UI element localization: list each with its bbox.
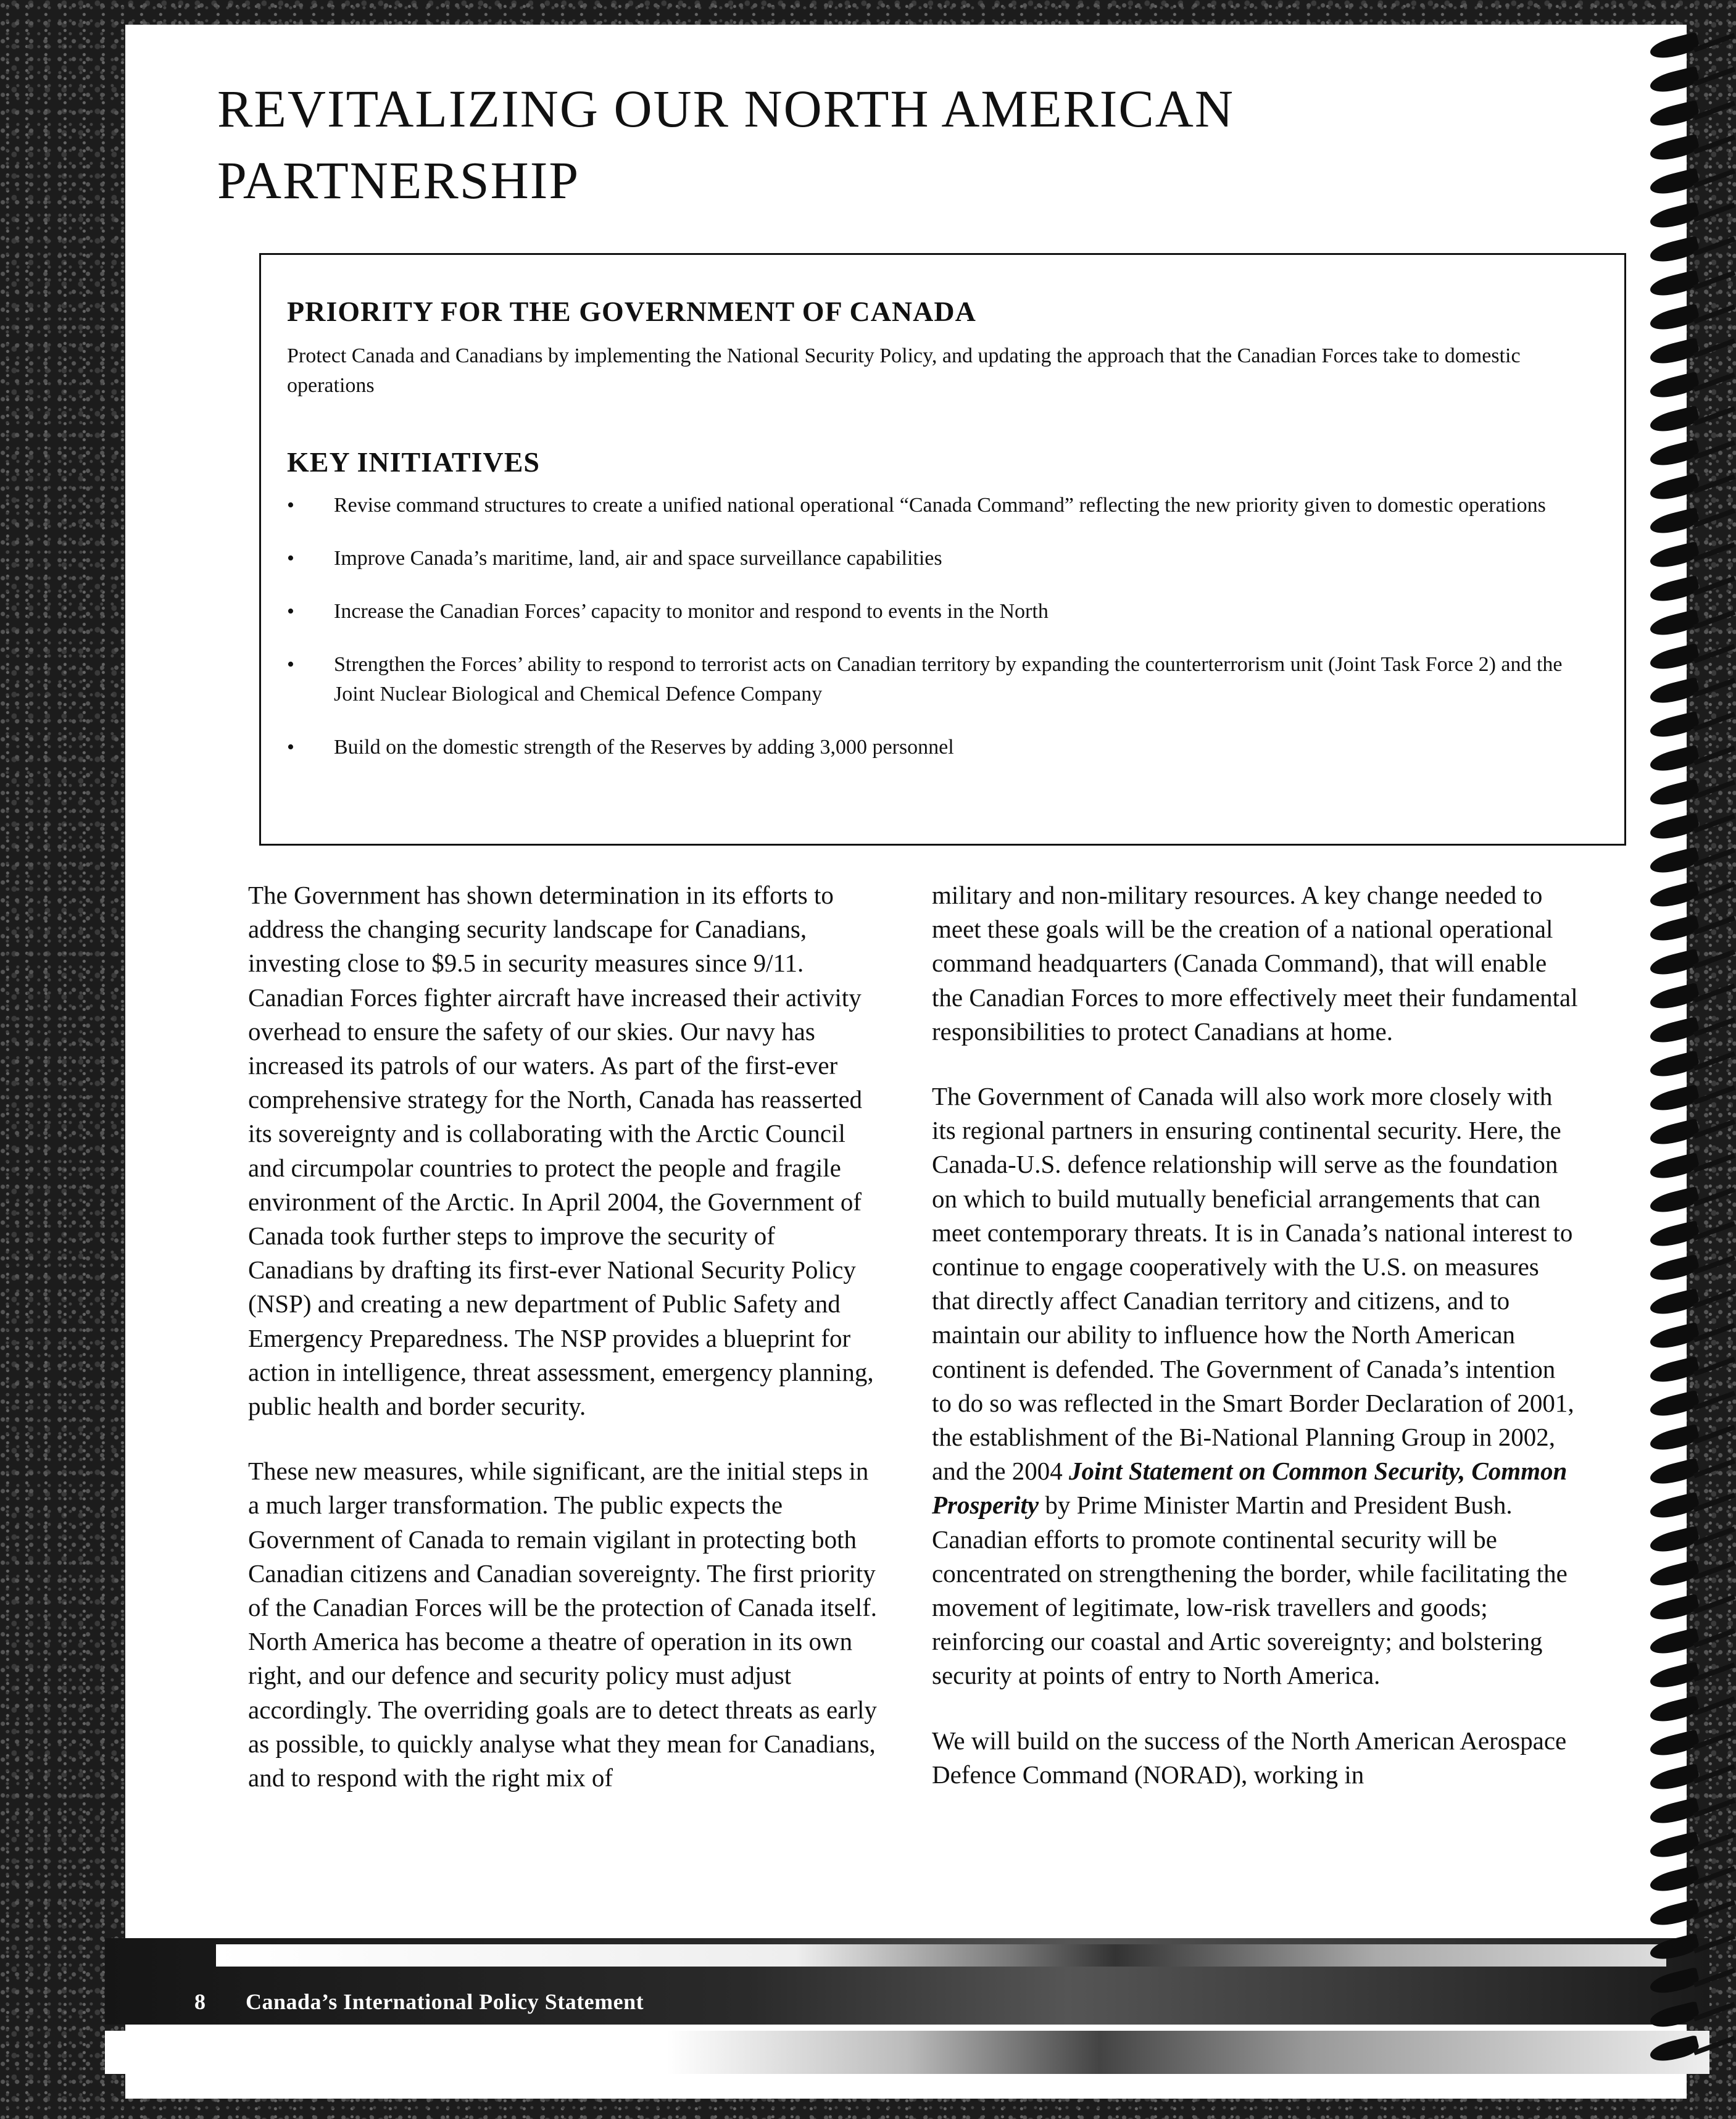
spiral-coil (1643, 339, 1736, 365)
coil-loop (1648, 1730, 1701, 1759)
coil-loop (1648, 1797, 1701, 1827)
coil-wire (1693, 1289, 1736, 1308)
coil-wire (1693, 101, 1736, 120)
spiral-coil (1643, 1188, 1736, 1214)
coil-loop (1648, 304, 1701, 333)
spiral-coil (1643, 1528, 1736, 1554)
spiral-coil (1643, 1086, 1736, 1112)
bullet-icon: • (287, 494, 294, 517)
coil-wire (1693, 881, 1736, 901)
spiral-coil (1643, 1426, 1736, 1452)
spiral-coil (1643, 475, 1736, 501)
coil-loop (1648, 1763, 1701, 1793)
coil-wire (1693, 746, 1736, 765)
initiatives-list (287, 491, 1624, 762)
footer-texture-strip (216, 1944, 1666, 1967)
spiral-coil (1643, 1596, 1736, 1622)
coil-loop (1648, 1831, 1701, 1861)
spiral-coil (1643, 1154, 1736, 1180)
spiral-coil (1643, 1799, 1736, 1825)
coil-loop (1648, 881, 1701, 910)
coil-wire (1693, 2002, 1736, 2021)
spiral-coil (1643, 1392, 1736, 1418)
coil-loop (1648, 168, 1701, 198)
coil-loop (1648, 1390, 1701, 1420)
spiral-coil (1643, 679, 1736, 705)
spiral-coil (1643, 1018, 1736, 1044)
page-number: 8 (194, 1989, 206, 2014)
body-paragraph (932, 1080, 1580, 1693)
coil-wire (1693, 1323, 1736, 1342)
coil-wire (1693, 1187, 1736, 1206)
spiral-coil (1643, 645, 1736, 671)
spiral-coil (1643, 883, 1736, 909)
page-title (217, 73, 1513, 216)
spiral-coil (1643, 1222, 1736, 1248)
coil-loop (1648, 134, 1701, 164)
coil-wire (1693, 1832, 1736, 1851)
coil-wire (1693, 169, 1736, 188)
coil-wire (1693, 1696, 1736, 1715)
initiative-text: Increase the Canadian Forces’ capacity to monitor and respond to events in the North (334, 600, 1049, 623)
spiral-coil (1643, 1562, 1736, 1588)
spiral-binding (1643, 34, 1736, 2083)
initiative-item (287, 733, 1601, 762)
coil-loop (1648, 1458, 1701, 1488)
coil-wire (1693, 474, 1736, 493)
coil-loop (1648, 1933, 1701, 1963)
coil-loop (1648, 439, 1701, 469)
initiative-item (287, 544, 1601, 573)
coil-loop (1648, 1322, 1701, 1352)
spiral-coil (1643, 306, 1736, 331)
coil-wire (1693, 1017, 1736, 1036)
coil-wire (1693, 508, 1736, 527)
coil-loop (1648, 1594, 1701, 1623)
spiral-coil (1643, 917, 1736, 943)
spiral-coil (1643, 1630, 1736, 1655)
spiral-coil (1643, 1969, 1736, 1995)
spiral-coil (1643, 1120, 1736, 1146)
spiral-coil (1643, 509, 1736, 535)
coil-loop (1648, 2001, 1701, 2031)
spiral-coil (1643, 2003, 1736, 2029)
coil-loop (1648, 1118, 1701, 1148)
initiative-text: Improve Canada’s maritime, land, air and space surveillance capabilities (334, 547, 942, 570)
priority-box (259, 253, 1626, 846)
coil-loop (1648, 745, 1701, 775)
initiative-text: Revise command structures to create a unified national operational “Canada Command” reflecting the new priority given to domestic operations (334, 494, 1546, 517)
coil-wire (1693, 712, 1736, 731)
coil-wire (1693, 372, 1736, 391)
coil-loop (1648, 1967, 1701, 1997)
spiral-coil (1643, 543, 1736, 569)
coil-wire (1693, 1425, 1736, 1444)
footer-publication-title: Canada’s International Policy Statement (246, 1989, 644, 2014)
body-paragraph: military and non-military resources. A key change needed to meet these goals will be the creation of a national operational command headquarters (Canada Command), that will enable the Canadian Forces to more effectively meet their fundamental responsibilities to protect Canadians at home. (932, 881, 1578, 1046)
spiral-coil (1643, 373, 1736, 399)
bullet-icon: • (287, 736, 294, 759)
spiral-coil (1643, 1697, 1736, 1723)
coil-loop (1648, 1492, 1701, 1522)
coil-loop (1648, 847, 1701, 876)
coil-loop (1648, 1152, 1701, 1182)
coil-loop (1648, 473, 1701, 503)
coil-loop (1648, 1186, 1701, 1216)
coil-wire (1693, 1628, 1736, 1647)
coil-wire (1693, 576, 1736, 595)
spiral-coil (1643, 611, 1736, 637)
bullet-icon: • (287, 653, 294, 676)
coil-wire (1693, 202, 1736, 222)
spiral-coil (1643, 102, 1736, 128)
spiral-coil (1643, 985, 1736, 1010)
body-paragraph: These new measures, while significant, are the initial steps in a much larger transformation. The public expects the Government of Canada to remain vigilant in protecting both Canadian citizens and Canadian sovereignty. The first priority of the Canadian Forces will be the protection of Canada itself. North America has become a theatre of operation in its own right, and our defence and security policy must adjust accordingly. The overriding goals are to detect threats as early as possible, to quickly analyse what they mean for Canadians, and to respond with the right mix of (248, 1457, 877, 1792)
spiral-coil (1643, 272, 1736, 298)
coil-wire (1693, 1391, 1736, 1410)
spiral-coil (1643, 1256, 1736, 1282)
coil-loop (1648, 1017, 1701, 1046)
spiral-coil (1643, 1494, 1736, 1520)
coil-wire (1693, 1492, 1736, 1512)
coil-loop (1648, 507, 1701, 537)
coil-wire (1693, 949, 1736, 968)
key-initiatives-heading: KEY INITIATIVES (287, 446, 540, 478)
coil-wire (1693, 270, 1736, 289)
coil-loop (1648, 1084, 1701, 1114)
coil-wire (1693, 1662, 1736, 1681)
coil-wire (1693, 1357, 1736, 1376)
initiative-item (287, 650, 1601, 709)
coil-wire (1693, 1968, 1736, 1987)
spiral-coil (1643, 34, 1736, 60)
coil-loop (1648, 202, 1701, 231)
body-paragraph: We will build on the success of the North American Aerospace Defence Command (NORAD), working in (932, 1726, 1567, 1789)
coil-loop (1648, 1696, 1701, 1725)
coil-loop (1648, 643, 1701, 673)
spiral-coil (1643, 1901, 1736, 1927)
coil-wire (1693, 814, 1736, 833)
body-text-span: The Government of Canada will also work more closely with its regional partners in ensuring continental security. Here, the Canada-U.S. defence relationship will serve as the foundation on which to build mutually beneficial arrangements that can meet contemporary threats. It is in Canada’s national interest to continue to engage cooperatively with the U.S. on measures that directly affect Canadian territory and citizens, and to maintain our ability to influence how the North American continent is defended. The Government of Canada’s intention to do so was reflected in the Smart Border Declaration of 2001, the establishment of the Bi-National Planning Group in 2002, and the 2004 (932, 1082, 1574, 1486)
coil-wire (1693, 983, 1736, 1002)
coil-wire (1693, 915, 1736, 935)
coil-wire (1693, 1051, 1736, 1070)
spiral-coil (1643, 1833, 1736, 1859)
coil-loop (1648, 100, 1701, 130)
spiral-coil (1643, 1290, 1736, 1316)
coil-loop (1648, 1560, 1701, 1589)
coil-loop (1648, 813, 1701, 843)
spiral-coil (1643, 2037, 1736, 2063)
initiative-item (287, 491, 1601, 520)
coil-wire (1693, 1934, 1736, 1953)
coil-wire (1693, 780, 1736, 799)
coil-loop (1648, 915, 1701, 944)
coil-loop (1648, 1051, 1701, 1080)
coil-loop (1648, 541, 1701, 571)
page-title-line2: PARTNERSHIP (217, 151, 580, 210)
coil-wire (1693, 440, 1736, 459)
coil-loop (1648, 236, 1701, 265)
coil-loop (1648, 1628, 1701, 1657)
coil-wire (1693, 406, 1736, 425)
coil-wire (1693, 1798, 1736, 1817)
coil-wire (1693, 1085, 1736, 1104)
coil-wire (1693, 644, 1736, 663)
spiral-coil (1643, 1460, 1736, 1486)
coil-wire (1693, 1255, 1736, 1274)
coil-loop (1648, 983, 1701, 1012)
body-column-right (932, 878, 1580, 1823)
coil-loop (1648, 1220, 1701, 1250)
coil-loop (1648, 1662, 1701, 1691)
spiral-coil (1643, 713, 1736, 739)
coil-loop (1648, 338, 1701, 367)
coil-loop (1648, 1288, 1701, 1318)
spiral-coil (1643, 136, 1736, 162)
coil-loop (1648, 779, 1701, 809)
spiral-coil (1643, 951, 1736, 976)
coil-loop (1648, 609, 1701, 639)
coil-wire (1693, 1594, 1736, 1613)
coil-wire (1693, 135, 1736, 154)
spiral-coil (1643, 1935, 1736, 1961)
bullet-icon: • (287, 600, 294, 623)
coil-loop (1648, 1899, 1701, 1929)
spiral-coil (1643, 407, 1736, 433)
coil-wire (1693, 847, 1736, 867)
spiral-coil (1643, 170, 1736, 196)
coil-loop (1648, 949, 1701, 978)
coil-wire (1693, 1764, 1736, 1783)
initiative-text: Strengthen the Forces’ ability to respond to terrorist acts on Canadian territory by expanding the counterterrorism unit (Joint Task Force 2) and the Joint Nuclear Biological and Chemical Defence Company (334, 653, 1563, 706)
coil-wire (1693, 236, 1736, 256)
body-paragraph: The Government has shown determination in its efforts to address the changing security landscape for Canadians, investing close to $9.5 in security measures since 9/11. Canadian Forces fighter aircraft have increased their activity overhead to ensure the safety of our skies. Our navy has increased its patrols of our waters. As part of the first-ever comprehensive strategy for the North, Canada has reasserted its sovereignty and is collaborating with the Arctic Council and circumpolar countries to protect the people and fragile environment of the Arctic. In April 2004, the Government of Canada took further steps to improve the security of Canadians by drafting its first-ever National Security Policy (NSP) and creating a new department of Public Safety and Emergency Preparedness. The NSP provides a blueprint for action in intelligence, threat assessment, emergency planning, public health and border security. (248, 881, 874, 1421)
spiral-coil (1643, 441, 1736, 467)
initiative-text: Build on the domestic strength of the Reserves by adding 3,000 personnel (334, 736, 954, 759)
spiral-coil (1643, 747, 1736, 773)
coil-loop (1648, 2035, 1701, 2065)
spiral-coil (1643, 238, 1736, 264)
coil-loop (1648, 372, 1701, 401)
coil-wire (1693, 1730, 1736, 1749)
spiral-coil (1643, 204, 1736, 230)
spiral-coil (1643, 1731, 1736, 1757)
coil-wire (1693, 33, 1736, 52)
coil-wire (1693, 338, 1736, 357)
coil-wire (1693, 1900, 1736, 1919)
spiral-coil (1643, 1765, 1736, 1791)
spiral-coil (1643, 1867, 1736, 1893)
coil-loop (1648, 32, 1701, 62)
coil-wire (1693, 2036, 1736, 2055)
spiral-coil (1643, 1663, 1736, 1689)
spiral-coil (1643, 1052, 1736, 1078)
spiral-coil (1643, 1358, 1736, 1384)
coil-wire (1693, 1119, 1736, 1138)
coil-wire (1693, 304, 1736, 323)
body-column-left (248, 878, 884, 1826)
spiral-coil (1643, 849, 1736, 875)
priority-text: Protect Canada and Canadians by implementing the National Security Policy, and updating the approach that the Canadian Forces take to domestic operations (287, 344, 1521, 397)
initiative-item (287, 597, 1601, 627)
coil-wire (1693, 678, 1736, 697)
page-title-line1: REVITALIZING OUR NORTH AMERICAN (217, 79, 1235, 138)
coil-wire (1693, 1221, 1736, 1240)
spiral-coil (1643, 1324, 1736, 1350)
spiral-coil (1643, 815, 1736, 841)
spiral-coil (1643, 781, 1736, 807)
coil-loop (1648, 1526, 1701, 1555)
coil-wire (1693, 1560, 1736, 1580)
italic-document-title: Joint Statement on Common Security, Common Prosperity (932, 1457, 1568, 1520)
coil-loop (1648, 66, 1701, 96)
priority-heading: PRIORITY FOR THE GOVERNMENT OF CANADA (287, 296, 976, 327)
spiral-coil (1643, 577, 1736, 603)
coil-loop (1648, 677, 1701, 707)
coil-wire (1693, 1866, 1736, 1885)
coil-loop (1648, 1356, 1701, 1386)
coil-loop (1648, 711, 1701, 741)
coil-wire (1693, 1459, 1736, 1478)
coil-loop (1648, 1865, 1701, 1895)
coil-wire (1693, 1526, 1736, 1546)
coil-wire (1693, 610, 1736, 629)
coil-loop (1648, 1254, 1701, 1284)
spiral-coil (1643, 68, 1736, 94)
coil-loop (1648, 270, 1701, 299)
coil-wire (1693, 542, 1736, 561)
coil-wire (1693, 67, 1736, 86)
coil-loop (1648, 1424, 1701, 1454)
coil-loop (1648, 406, 1701, 435)
body-text-span: by Prime Minister Martin and President Bush. Canadian efforts to promote continental security will be concentrated on strengthening the border, while facilitating the movement of legitimate, low-risk travellers and goods; reinforcing our coastal and Artic sovereignty; and bolstering security at points of entry to North America. (932, 1491, 1568, 1690)
coil-loop (1648, 575, 1701, 605)
coil-wire (1693, 1153, 1736, 1172)
footer-bottom-strip (105, 2031, 1709, 2074)
bullet-icon: • (287, 547, 294, 570)
